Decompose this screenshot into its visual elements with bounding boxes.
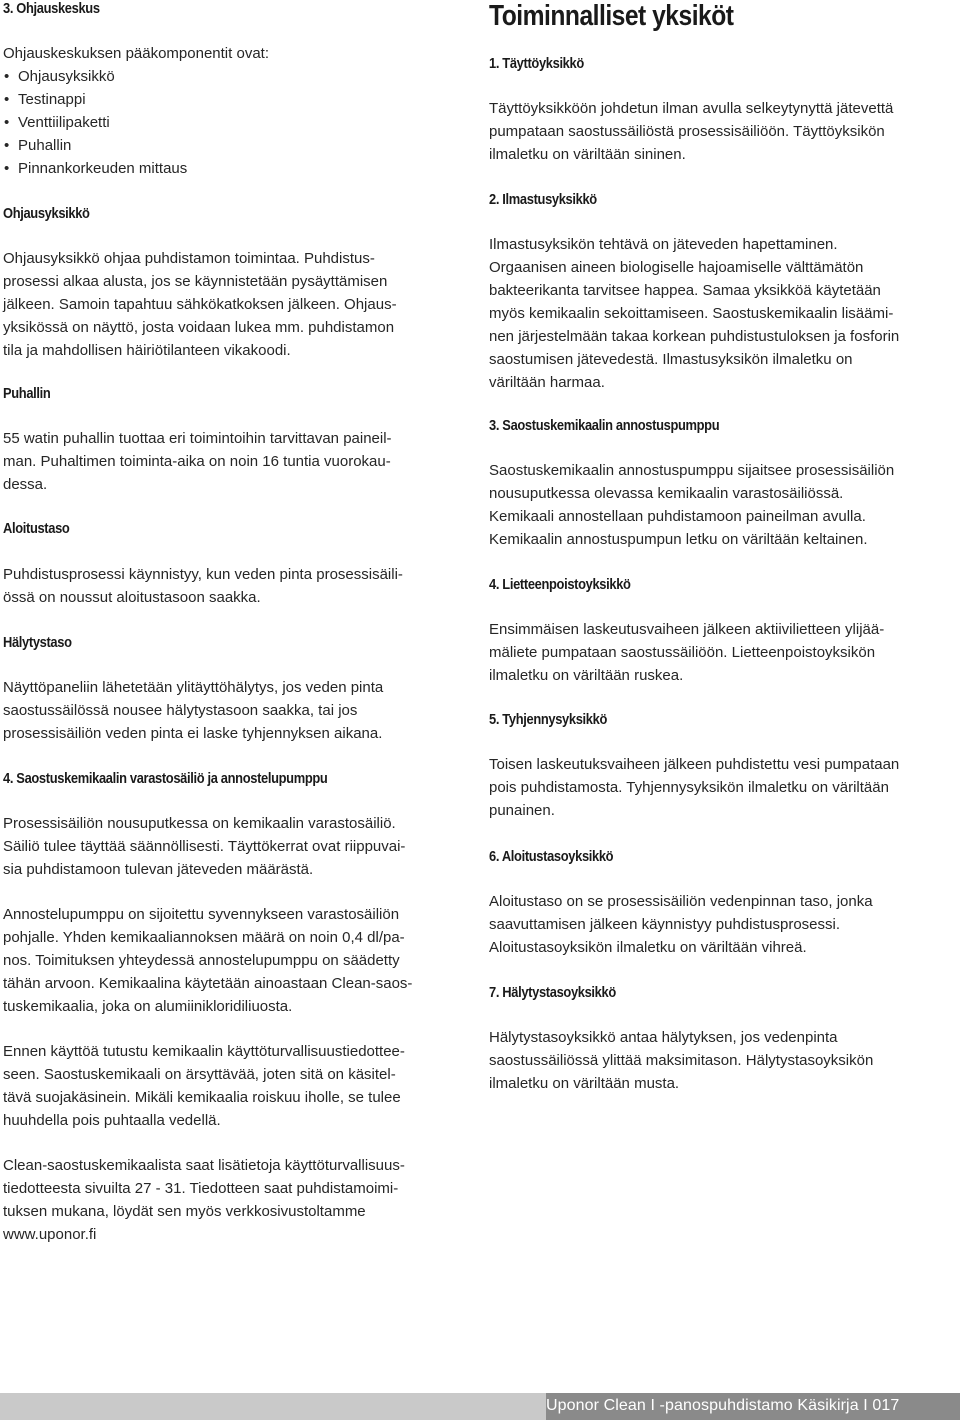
heading-section-4: 4. Saostuskemikaalin varastosäiliö ja annostelupumppu (3, 770, 328, 787)
text-line: ilmaletku on väriltään ruskea. (489, 667, 684, 684)
heading-halytystaso: Hälytystaso (3, 634, 72, 651)
text-line: pohjalle. Yhden kemikaaliannoksen määrä on noin 0,4 dl/pa- (3, 929, 405, 946)
heading-unit-4: 4. Lietteenpoistoyksikkö (489, 576, 631, 593)
list-item: • Ohjausyksikkö (3, 65, 465, 88)
text-line: bakteerikanta tarvitsee happea. Samaa yksikköä käytetään (489, 282, 881, 299)
paragraph-section-4-3 (3, 1040, 465, 1132)
text-line: prosessi alkaa alusta, jos se käynnistetään pysäyttämisen (3, 273, 388, 290)
page-title: Toiminnalliset yksiköt (489, 0, 734, 32)
section-title-ohjauskeskus: 3. Ohjauskeskus (3, 0, 100, 17)
text-line: Aloitustaso on se prosessisäiliön vedenpinnan taso, jonka (489, 893, 873, 910)
text-line: punainen. (489, 802, 555, 819)
paragraph-aloitustaso (3, 563, 465, 609)
paragraph-halytystaso (3, 676, 465, 745)
paragraph-unit-1 (489, 97, 955, 166)
text-line: mäliete pumpataan saostussäiliöön. Lietteenpoistoyksikön (489, 644, 876, 661)
text-line: saostussäilössä nousee hälytystasoon saakka, tai jos (3, 702, 358, 719)
heading-unit-7: 7. Hälytystasoyksikkö (489, 984, 616, 1001)
paragraph-section-4-1 (3, 812, 465, 881)
text-line: saostussäiliössä ylittää maksimitason. Hälytystasoyksikön (489, 1052, 874, 1069)
heading-unit-5: 5. Tyhjennysyksikkö (489, 711, 607, 728)
text-line: www.uponor.fi (3, 1226, 97, 1243)
text-line: tuskemikaalia, joka on alumiinikloridiliuosta. (3, 998, 293, 1015)
text-line: Ennen käyttöä tutustu kemikaalin käyttöturvallisuustiedottee- (3, 1043, 405, 1060)
paragraph-unit-3 (489, 459, 955, 551)
paragraph-unit-2 (489, 233, 955, 394)
text-line: nousuputkessa olevassa kemikaalin varastosäiliössä. (489, 485, 844, 502)
paragraph-ohjausyksikko (3, 247, 465, 362)
text-line: össä on noussut aloitustasoon saakka. (3, 589, 261, 606)
text-line: Täyttöyksikköön johdetun ilman avulla selkeytynyttä jätevettä (489, 100, 894, 117)
paragraph-unit-4 (489, 618, 955, 687)
text-line: Saostuskemikaalin annostuspumppu sijaitsee prosessisäiliön (489, 462, 895, 479)
page-footer (0, 1393, 960, 1420)
text-line: Hälytystasoyksikkö antaa hälytyksen, jos vedenpinta (489, 1029, 838, 1046)
text-line: Puhdistusprosessi käynnistyy, kun veden pinta prosessisäili- (3, 566, 403, 583)
paragraph-section-4-2 (3, 903, 465, 1018)
text-line: ilmaletku on väriltään musta. (489, 1075, 680, 1092)
list-item: • Venttiilipaketti (3, 111, 465, 134)
list-item: • Pinnankorkeuden mittaus (3, 157, 465, 180)
text-line: Prosessisäiliön nousuputkessa on kemikaalin varastosäiliö. (3, 815, 396, 832)
paragraph-section-4-4 (3, 1154, 465, 1246)
heading-ohjausyksikko: Ohjausyksikkö (3, 205, 90, 222)
text-line: Aloitustasoyksikön ilmaletku on väriltään vihreä. (489, 939, 807, 956)
text-line: Kemikaali annostellaan puhdistamoon paineilman avulla. (489, 508, 866, 525)
text-line: pumpataan saostussäiliöstä prosessisäiliöön. Täyttöyksikön (489, 123, 885, 140)
text-line: Clean-saostuskemikaalista saat lisätietoja käyttöturvallisuus- (3, 1157, 405, 1174)
text-line: saostumisen jätevedestä. Ilmastusyksikön ilmaletku on (489, 351, 853, 368)
text-line: prosessisäiliön veden pinta ei laske tyhjennyksen aikana. (3, 725, 383, 742)
heading-unit-6: 6. Aloitustasoyksikkö (489, 848, 614, 865)
paragraph-unit-7 (489, 1026, 955, 1095)
text-line: 55 watin puhallin tuottaa eri toimintoihin tarvittavan paineil- (3, 430, 392, 447)
paragraph-unit-6 (489, 890, 955, 959)
text-line: tähän arvoon. Kemikaalina käytetään ainoastaan Clean-saos- (3, 975, 413, 992)
heading-unit-2: 2. Ilmastusyksikkö (489, 191, 597, 208)
heading-puhallin: Puhallin (3, 385, 51, 402)
text-line: sia puhdistamoon tulevan jäteveden määrästä. (3, 861, 314, 878)
list-item: • Puhallin (3, 134, 465, 157)
paragraph-puhallin (3, 427, 465, 496)
text-line: nos. Toimituksen yhteydessä annostelupumppu on säädetty (3, 952, 400, 969)
text-line: väriltään harmaa. (489, 374, 605, 391)
text-line: dessa. (3, 476, 48, 493)
text-line: nen järjestelmään takaa korkean puhdistustuloksen ja fosforin (489, 328, 900, 345)
text-line: Orgaanisen aineen biologiselle hajoamiselle välttämätön (489, 259, 864, 276)
text-line: tävä suojakäsinein. Mikäli kemikaalia roiskuu iholle, se tulee (3, 1089, 401, 1106)
text-line: Ensimmäisen laskeutusvaiheen jälkeen aktiivilietteen ylijää- (489, 621, 885, 638)
text-line: man. Puhaltimen toiminta-aika on noin 16 tuntia vuorokau- (3, 453, 391, 470)
text-line: Annostelupumppu on sijoitettu syvennykseen varastosäiliön (3, 906, 400, 923)
text-line: tuksen mukana, löydät sen myös verkkosivustoltamme (3, 1203, 366, 1220)
text-line: Näyttöpaneliin lähetetään ylitäyttöhälytys, jos veden pinta (3, 679, 384, 696)
components-intro: Ohjauskeskuksen pääkomponentit ovat: (3, 45, 269, 62)
text-line: yksikössä on näyttö, josta voidaan lukea mm. puhdistamon (3, 319, 395, 336)
heading-aloitustaso: Aloitustaso (3, 520, 70, 537)
text-line: tiedotteesta sivuilta 27 - 31. Tiedotteen saat puhdistamoimi- (3, 1180, 399, 1197)
text-line: pois puhdistamosta. Tyhjennysyksikön ilmaletku on väriltään (489, 779, 889, 796)
text-line: Toisen laskeutuksvaiheen jälkeen puhdistettu vesi pumpataan (489, 756, 900, 773)
paragraph-unit-5 (489, 753, 955, 822)
text-line: Säiliö tulee täyttää säännöllisesti. Täyttökerrat ovat riippuvai- (3, 838, 406, 855)
components-list (3, 65, 465, 180)
heading-unit-3: 3. Saostuskemikaalin annostuspumppu (489, 417, 720, 434)
footer-text: Uponor Clean I -panospuhdistamo Käsikirja I 017 (546, 1397, 900, 1414)
text-line: saavuttamisen jälkeen käynnistyy puhdistusprosessi. (489, 916, 841, 933)
text-line: Ilmastusyksikön tehtävä on jäteveden hapettaminen. (489, 236, 838, 253)
text-line: seen. Saostuskemikaali on ärsyttävää, joten sitä on käsitel- (3, 1066, 396, 1083)
heading-unit-1: 1. Täyttöyksikkö (489, 55, 584, 72)
text-line: Kemikaalin annostuspumpun letku on väriltään keltainen. (489, 531, 868, 548)
text-line: tila ja mahdollisen häiriötilanteen vikakoodi. (3, 342, 291, 359)
text-line: myös kemikaalin sekoittamiseen. Saostuskemikaalin lisäämi- (489, 305, 894, 322)
list-item: • Testinappi (3, 88, 465, 111)
text-line: jälkeen. Samoin tapahtuu sähkökatkoksen jälkeen. Ohjaus- (3, 296, 397, 313)
text-line: huuhdella pois puhtaalla vedellä. (3, 1112, 221, 1129)
text-line: ilmaletku on väriltään sininen. (489, 146, 686, 163)
text-line: Ohjausyksikkö ohjaa puhdistamon toimintaa. Puhdistus- (3, 250, 375, 267)
